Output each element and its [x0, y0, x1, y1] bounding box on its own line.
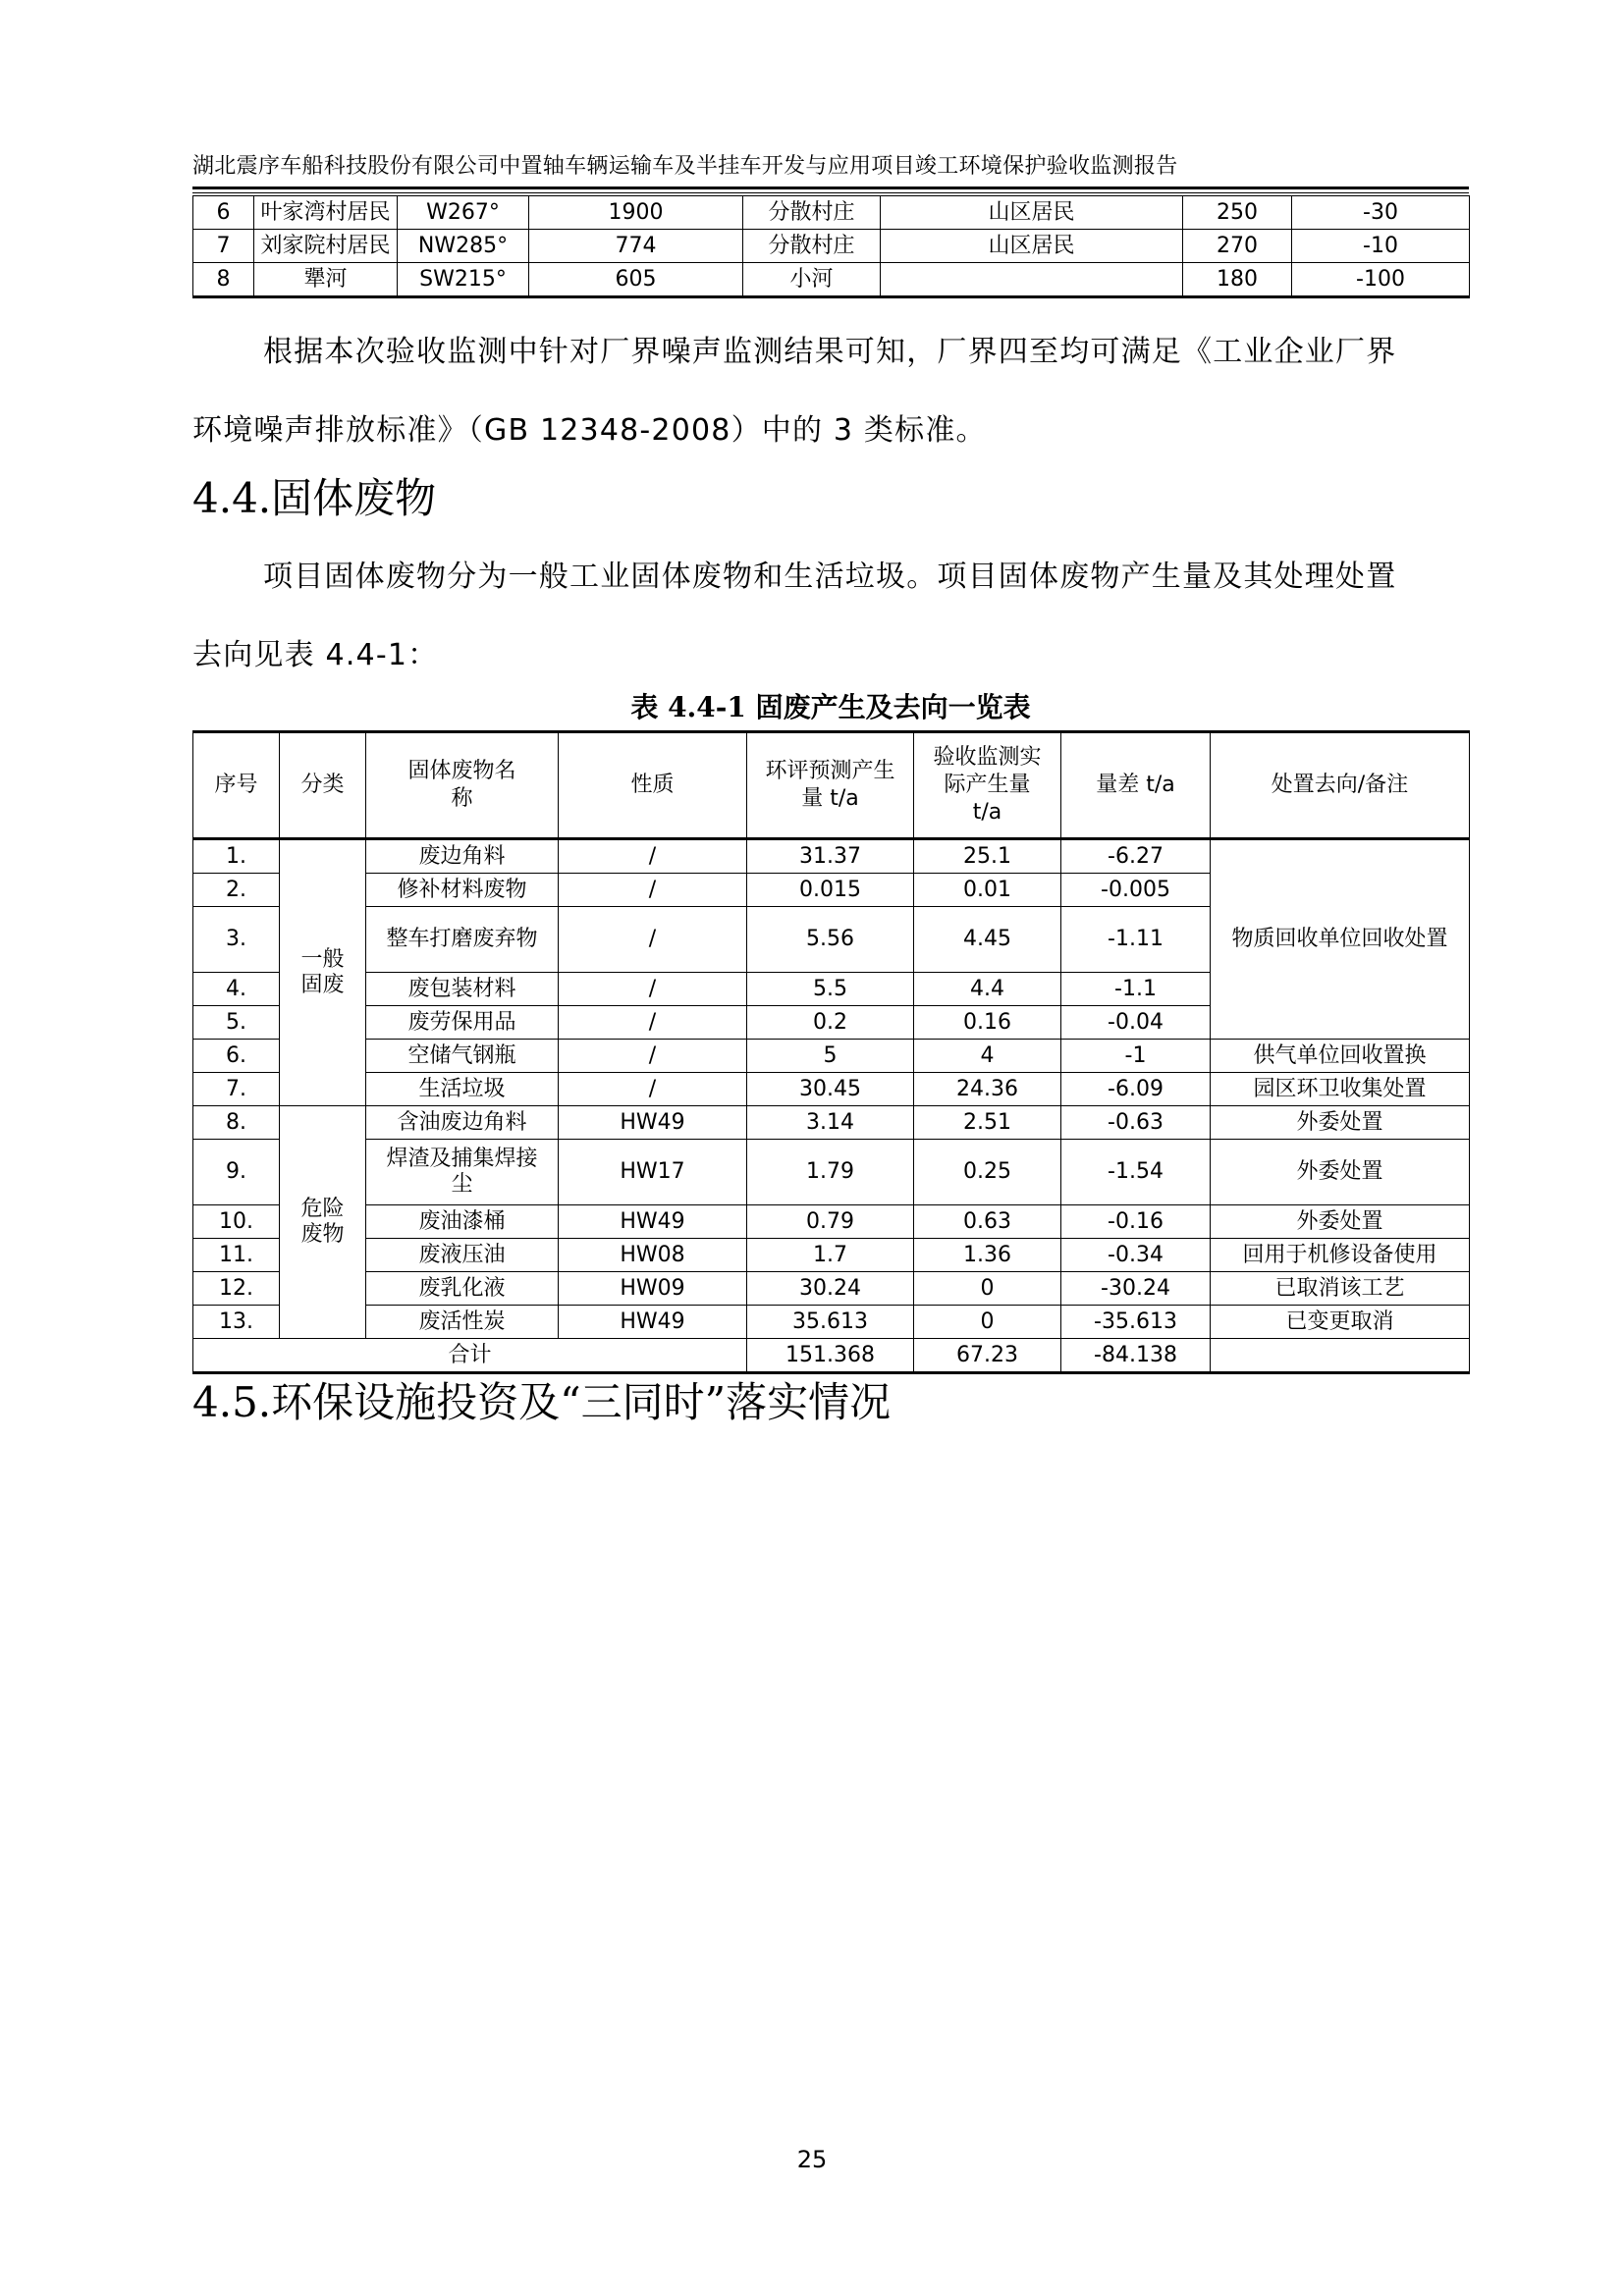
- table-row: [193, 1306, 1470, 1339]
- cell-eia: 1.79: [747, 1140, 914, 1205]
- cell-actual: 4: [914, 1040, 1061, 1073]
- cell-no: 4.: [193, 973, 280, 1006]
- cell-waste-name: 废活性炭: [366, 1306, 559, 1339]
- cell-value-2: -10: [1292, 230, 1470, 263]
- cell-total-label: 合计: [193, 1339, 747, 1373]
- disposal-merged-text: 物质回收单位回收处置: [1231, 927, 1448, 951]
- cell-no: 11.: [193, 1239, 280, 1272]
- table-header-row: [193, 732, 1470, 839]
- cell-nature: HW08: [559, 1239, 747, 1272]
- table-row: [193, 1239, 1470, 1272]
- cell-category-hazardous: [280, 1106, 366, 1339]
- header-actual-amount-text: 验收监测实际产生量 t/a: [933, 745, 1042, 825]
- cell-nature: HW17: [559, 1140, 747, 1205]
- cell-distance: 1900: [529, 196, 743, 230]
- cell-eia: 0.015: [747, 874, 914, 907]
- table-row: [193, 839, 1470, 874]
- cell-distance: 605: [529, 263, 743, 297]
- header-waste-name-text: 固体废物名称: [407, 759, 516, 811]
- cell-value-2: -100: [1292, 263, 1470, 297]
- noise-conclusion-line-2: 环境噪声排放标准》（GB 12348-2008）中的 3 类标准。: [192, 413, 987, 448]
- cell-name: 犟河: [254, 263, 398, 297]
- cell-eia: 5.5: [747, 973, 914, 1006]
- cell-no: 6.: [193, 1040, 280, 1073]
- cell-nature: /: [559, 907, 747, 973]
- cell-actual: 0.16: [914, 1006, 1061, 1040]
- cell-diff: -0.005: [1061, 874, 1211, 907]
- cell-waste-name: 废液压油: [366, 1239, 559, 1272]
- cell-name: 叶家湾村居民: [254, 196, 398, 230]
- table-total-row: [193, 1339, 1470, 1373]
- cell-no: 5.: [193, 1006, 280, 1040]
- table-row: [193, 1205, 1470, 1239]
- section-4-4-paragraph-line-2: 去向见表 4.4-1：: [192, 638, 439, 672]
- cell-disposal-merged: [1211, 839, 1470, 1040]
- cell-direction: SW215°: [398, 263, 529, 297]
- cell-diff: -6.09: [1061, 1073, 1211, 1106]
- cell-distance: 774: [529, 230, 743, 263]
- cell-no: 1.: [193, 839, 280, 874]
- waste-name-text: 整车打磨废弃物: [386, 927, 538, 951]
- cell-total-eia: 151.368: [747, 1339, 914, 1373]
- cell-waste-name: 废劳保用品: [366, 1006, 559, 1040]
- noise-conclusion-line-1: 根据本次验收监测中针对厂界噪声监测结果可知，厂界四至均可满足《工业企业厂界: [263, 335, 1397, 369]
- cell-actual: 4.45: [914, 907, 1061, 973]
- table-row: [193, 196, 1470, 230]
- cell-eia: 3.14: [747, 1106, 914, 1140]
- cell-waste-name: 废边角料: [366, 839, 559, 874]
- cell-actual: 24.36: [914, 1073, 1061, 1106]
- cell-nature: HW49: [559, 1306, 747, 1339]
- cell-total-diff: -84.138: [1061, 1339, 1211, 1373]
- table-row: [193, 1106, 1470, 1140]
- cell-no: 8.: [193, 1106, 280, 1140]
- header-difference: 量差 t/a: [1061, 732, 1211, 839]
- cell-waste-name: 生活垃圾: [366, 1073, 559, 1106]
- cell-diff: -6.27: [1061, 839, 1211, 874]
- cell-disposal: 园区环卫收集处置: [1211, 1073, 1470, 1106]
- cell-diff: -0.16: [1061, 1205, 1211, 1239]
- cell-diff: -1.11: [1061, 907, 1211, 973]
- cell-eia: 5: [747, 1040, 914, 1073]
- cell-actual: 1.36: [914, 1239, 1061, 1272]
- waste-name-text: 焊渣及捕集焊接尘: [386, 1147, 538, 1197]
- cell-nature: /: [559, 973, 747, 1006]
- cell-type: 小河: [743, 263, 881, 297]
- header-rule: [192, 187, 1469, 189]
- cell-disposal: 外委处置: [1211, 1106, 1470, 1140]
- cell-function: 山区居民: [881, 196, 1183, 230]
- cell-waste-name: 空储气钢瓶: [366, 1040, 559, 1073]
- cell-eia: 30.24: [747, 1272, 914, 1306]
- cell-no: 6: [193, 196, 254, 230]
- cell-waste-name: 废油漆桶: [366, 1205, 559, 1239]
- report-header-title: 湖北震序车船科技股份有限公司中置轴车辆运输车及半挂车开发与应用项目竣工环境保护验收监测报告: [192, 154, 1178, 179]
- cell-no: 7.: [193, 1073, 280, 1106]
- cell-nature: /: [559, 1040, 747, 1073]
- header-no: 序号: [193, 732, 280, 839]
- solid-waste-table: [192, 730, 1470, 1374]
- cell-waste-name: 废包装材料: [366, 973, 559, 1006]
- cell-nature: /: [559, 874, 747, 907]
- cell-value-1: 250: [1183, 196, 1292, 230]
- header-nature: 性质: [559, 732, 747, 839]
- section-heading-4-4: 4.4.固体废物: [192, 474, 437, 522]
- header-waste-name: [366, 732, 559, 839]
- cell-disposal: 供气单位回收置换: [1211, 1040, 1470, 1073]
- cell-total-disposal: [1211, 1339, 1470, 1373]
- cell-category-general: [280, 839, 366, 1106]
- cell-type: 分散村庄: [743, 230, 881, 263]
- cell-waste-name: [366, 1140, 559, 1205]
- table-caption: 表 4.4-1 固废产生及去向一览表: [630, 691, 1031, 723]
- table-row: [193, 263, 1470, 297]
- cell-nature: HW09: [559, 1272, 747, 1306]
- cell-waste-name: 修补材料废物: [366, 874, 559, 907]
- cell-nature: /: [559, 1073, 747, 1106]
- cell-eia: 0.2: [747, 1006, 914, 1040]
- cell-function: 山区居民: [881, 230, 1183, 263]
- cell-direction: NW285°: [398, 230, 529, 263]
- category-hazardous-text: 危险废物: [300, 1197, 345, 1247]
- cell-eia: 35.613: [747, 1306, 914, 1339]
- table-row: [193, 230, 1470, 263]
- table-row: [193, 1140, 1470, 1205]
- section-4-4-paragraph-line-1: 项目固体废物分为一般工业固体废物和生活垃圾。项目固体废物产生量及其处理处置: [263, 560, 1397, 594]
- cell-actual: 0.01: [914, 874, 1061, 907]
- cell-no: 8: [193, 263, 254, 297]
- cell-no: 10.: [193, 1205, 280, 1239]
- cell-disposal: 已取消该工艺: [1211, 1272, 1470, 1306]
- cell-diff: -1: [1061, 1040, 1211, 1073]
- cell-eia: 30.45: [747, 1073, 914, 1106]
- cell-type: 分散村庄: [743, 196, 881, 230]
- cell-no: 3.: [193, 907, 280, 973]
- cell-diff: -0.04: [1061, 1006, 1211, 1040]
- cell-actual: 25.1: [914, 839, 1061, 874]
- header-rule-thin: [192, 192, 1469, 193]
- cell-nature: HW49: [559, 1205, 747, 1239]
- cell-nature: HW49: [559, 1106, 747, 1140]
- cell-direction: W267°: [398, 196, 529, 230]
- cell-no: 2.: [193, 874, 280, 907]
- cell-eia: 5.56: [747, 907, 914, 973]
- cell-disposal: 外委处置: [1211, 1140, 1470, 1205]
- header-category: 分类: [280, 732, 366, 839]
- cell-diff: -1.54: [1061, 1140, 1211, 1205]
- cell-waste-name: 含油废边角料: [366, 1106, 559, 1140]
- cell-eia: 0.79: [747, 1205, 914, 1239]
- header-disposal: 处置去向/备注: [1211, 732, 1470, 839]
- category-general-text: 一般固废: [300, 947, 345, 997]
- cell-actual: 0.25: [914, 1140, 1061, 1205]
- cell-waste-name: [366, 907, 559, 973]
- cell-actual: 0: [914, 1272, 1061, 1306]
- page-number: 25: [796, 2146, 828, 2173]
- cell-actual: 0: [914, 1306, 1061, 1339]
- header-eia-amount: [747, 732, 914, 839]
- cell-disposal: 外委处置: [1211, 1205, 1470, 1239]
- table-row: [193, 1040, 1470, 1073]
- cell-value-1: 270: [1183, 230, 1292, 263]
- cell-eia: 1.7: [747, 1239, 914, 1272]
- cell-total-actual: 67.23: [914, 1339, 1061, 1373]
- cell-nature: /: [559, 839, 747, 874]
- cell-value-1: 180: [1183, 263, 1292, 297]
- cell-actual: 2.51: [914, 1106, 1061, 1140]
- cell-function: [881, 263, 1183, 297]
- header-actual-amount: [914, 732, 1061, 839]
- section-heading-4-5: 4.5.环保设施投资及“三同时”落实情况: [192, 1378, 892, 1426]
- cell-no: 7: [193, 230, 254, 263]
- cell-diff: -30.24: [1061, 1272, 1211, 1306]
- cell-disposal: 已变更取消: [1211, 1306, 1470, 1339]
- table-row: [193, 1073, 1470, 1106]
- cell-name: 刘家院村居民: [254, 230, 398, 263]
- cell-actual: 0.63: [914, 1205, 1061, 1239]
- cell-value-2: -30: [1292, 196, 1470, 230]
- cell-waste-name: 废乳化液: [366, 1272, 559, 1306]
- cell-no: 9.: [193, 1140, 280, 1205]
- cell-diff: -0.63: [1061, 1106, 1211, 1140]
- cell-disposal: 回用于机修设备使用: [1211, 1239, 1470, 1272]
- sensitive-targets-table: [192, 195, 1470, 298]
- cell-diff: -1.1: [1061, 973, 1211, 1006]
- table-row: [193, 1272, 1470, 1306]
- cell-no: 12.: [193, 1272, 280, 1306]
- cell-eia: 31.37: [747, 839, 914, 874]
- cell-diff: -35.613: [1061, 1306, 1211, 1339]
- cell-actual: 4.4: [914, 973, 1061, 1006]
- cell-nature: /: [559, 1006, 747, 1040]
- cell-no: 13.: [193, 1306, 280, 1339]
- header-eia-amount-text: 环评预测产生量 t/a: [765, 759, 895, 811]
- cell-diff: -0.34: [1061, 1239, 1211, 1272]
